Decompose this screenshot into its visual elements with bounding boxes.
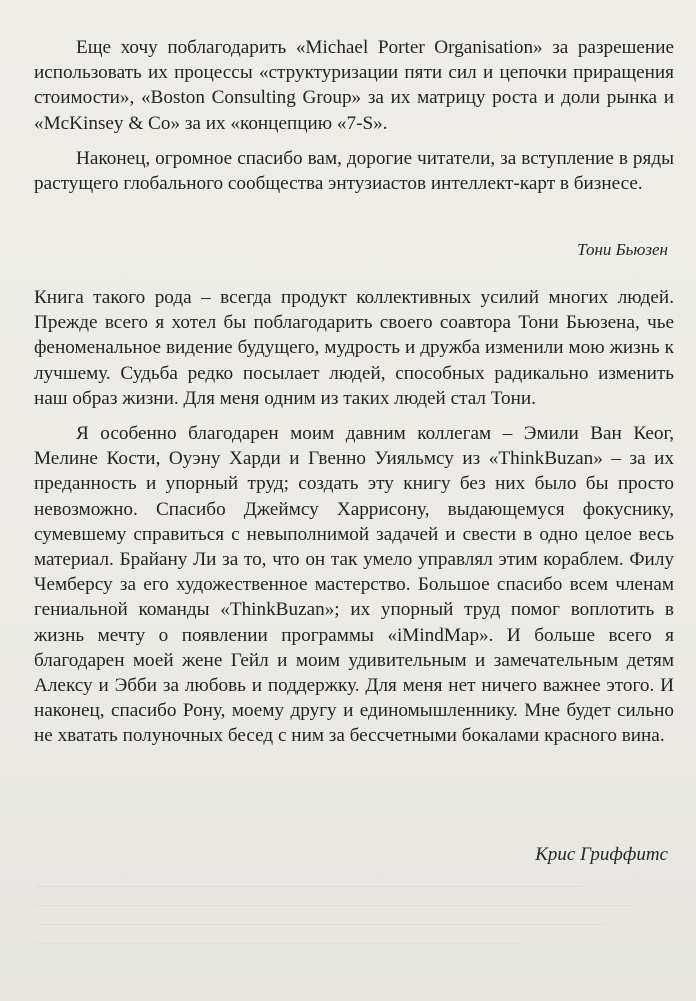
- bleed-through-texture: [36, 886, 656, 962]
- paragraph: Еще хочу поблагодарить «Michael Porter Organisation» за разрешение использовать их процессы «структуризации пяти сил и цепочки приращения стоимости», «Boston Consulting Group» за их матрицу роста и доли рынка и «McKinsey & Co» за их «концепцию «7-S».: [34, 37, 674, 134]
- signature-tony-buzan: Тони Бьюзен: [577, 240, 668, 259]
- paragraph: Книга такого рода – всегда продукт коллективных усилий многих людей. Прежде всего я хотел бы поблагодарить своего соавтора Тони Бьюзена, чье феноменальное видение будущего, мудрость и дружба изменили мою жизнь к лучшему. Судьба редко посылает людей, способных радикально изменить наш образ жизни. Для меня одним из таких людей стал Тони.: [34, 287, 674, 409]
- paragraph: Наконец, огромное спасибо вам, дорогие читатели, за вступление в ряды растущего глобального сообщества энтузиастов интеллект-карт в бизнесе.: [34, 147, 674, 195]
- signature-chris-griffiths: Крис Гриффитс: [535, 844, 668, 865]
- acknowledgements-section-buzan: [34, 35, 674, 196]
- paragraph: Я особенно благодарен моим давним коллегам – Эмили Ван Кеог, Мелине Кости, Оуэну Харди и Гвенно Уияльмсу из «ThinkBuzan» – за их преданность и упорный труд; создать эту книгу без них было бы просто невозможно. Спасибо Джеймсу Харрисону, выдающемуся фокуснику, сумевшему справиться с невыполнимой задачей и свести в одно целое весь материал. Брайану Ли за то, что он так умело управлял этим кораблем. Филу Чемберсу за его художественное мастерство. Большое спасибо всем членам гениальной команды «ThinkBuzan»; их упорный труд помог воплотить в жизнь мечту о появлении программы «iMindMap». И больше всего я благодарен моей жене Гейл и моим удивительным и замечательным детям Алексу и Эбби за любовь и поддержку. Для меня нет ничего важнее этого. И наконец, спасибо Рону, моему другу и единомышленнику. Мне будет сильно не хватать полуночных бесед с ним за бессчетными бокалами красного вина.: [34, 423, 674, 747]
- acknowledgements-section-griffiths: [34, 285, 674, 749]
